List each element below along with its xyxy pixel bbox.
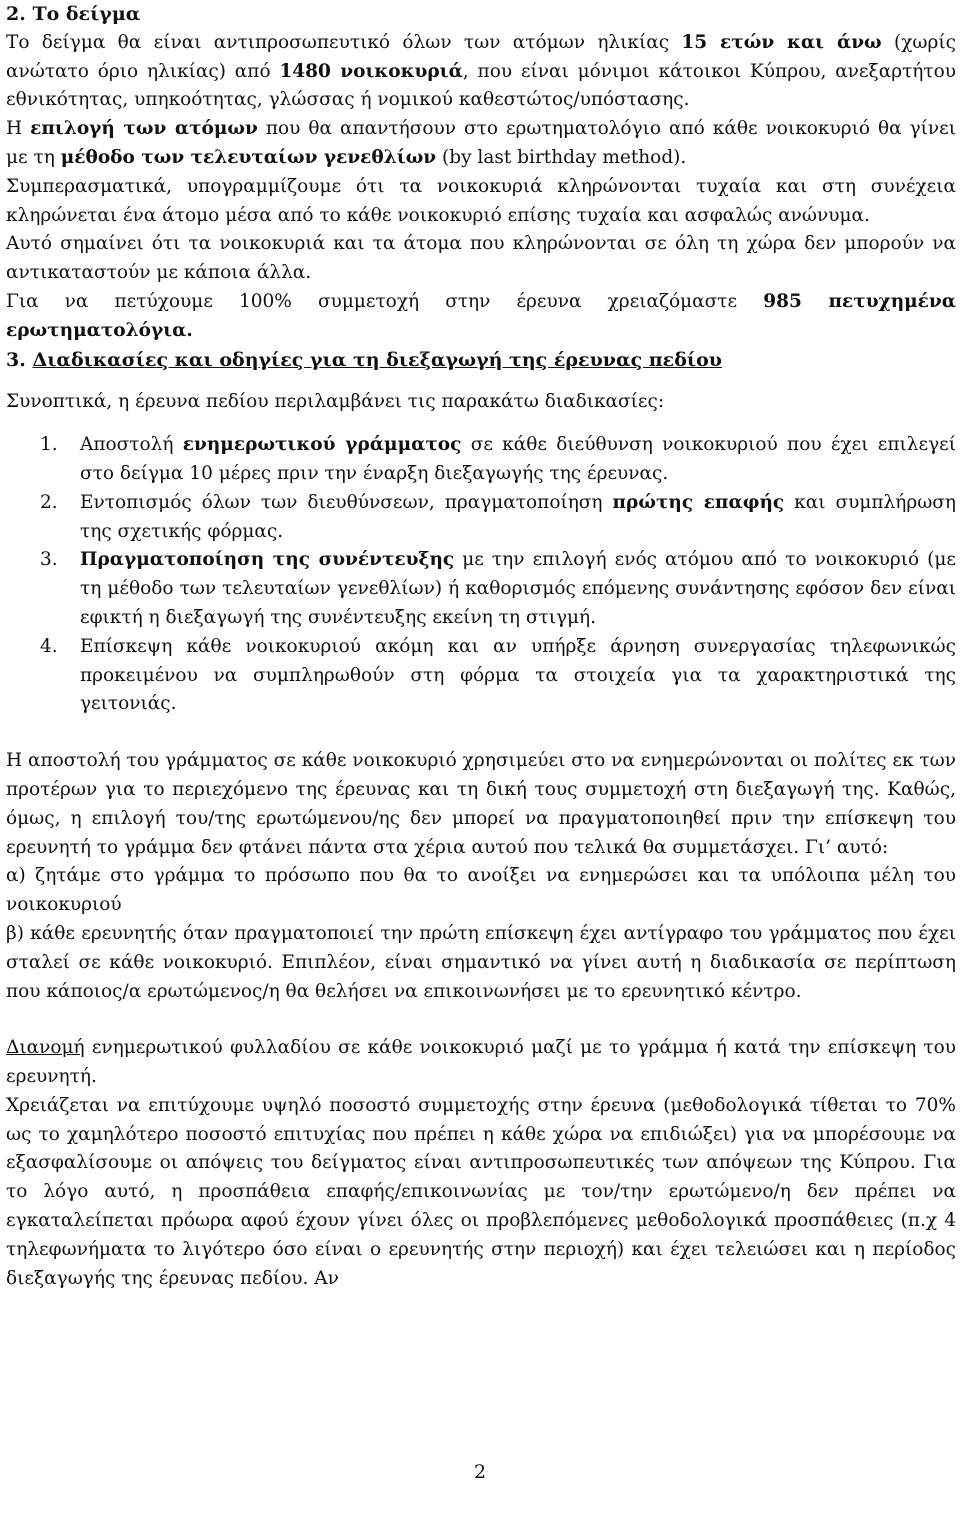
selection-emphasis: επιλογή των ατόμων	[30, 118, 258, 140]
list-number: 3.	[40, 549, 58, 571]
text-run: σε κάθε διεύθυνση νοικοκυριού που έχει επιλεγεί στο δείγμα 10 μέρες πριν την έναρξη διεξαγωγής της έρευνας.	[80, 434, 956, 484]
list-item	[6, 546, 956, 632]
households-emphasis: 1480 νοικοκυριά	[279, 60, 463, 82]
text-run: Επίσκεψη κάθε νοικοκυριού ακόμη και αν υπήρξε άρνηση συνεργασίας τηλεφωνικώς προκειμένου να συμπληρωθούν στη φόρμα τα στοιχεία για τα χαρακτηριστικά της γειτονιάς.	[80, 635, 956, 715]
list-item	[6, 489, 956, 547]
text-run: Εντοπισμός όλων των διευθύνσεων, πραγματοποίηση	[80, 491, 613, 513]
procedures-intro: Συνοπτικά, η έρευνα πεδίου περιλαμβάνει τις παρακάτω διαδικασίες:	[6, 391, 665, 413]
text-run: (by last birthday method).	[436, 146, 687, 168]
selection-method-paragraph	[6, 115, 956, 173]
distribution-underlined: Διανομή	[6, 1037, 85, 1059]
text-run: Για να πετύχουμε 100% συμμετοχή στην έρευνα χρειαζόμαστε	[6, 290, 764, 312]
text-run: (χωρίς ανώτατο όριο ηλικίας) από	[6, 31, 956, 82]
list-number: 2.	[40, 491, 58, 513]
section-3-heading	[6, 346, 956, 375]
text-run: και συμπλήρωση της σχετικής φόρμας.	[80, 491, 957, 542]
leaflet-distribution-paragraph	[6, 1034, 956, 1092]
item-a-paragraph: α) ζητάμε στο γράμμα το πρόσωπο που θα το ανοίξει να ενημερώσει και τα υπόλοιπα μέλη του νοικοκυριού	[6, 865, 956, 916]
list-number: 4.	[40, 635, 58, 657]
list-item-text	[80, 546, 956, 632]
step-emphasis: πρώτης επαφής	[612, 491, 785, 513]
text-run: που θα απαντήσουν στο ερωτηματολόγιο από κάθε νοικοκυριό θα γίνει με τη	[6, 118, 956, 168]
page-number: 2	[473, 1461, 487, 1483]
list-item	[6, 633, 956, 719]
text-run: με την επιλογή ενός ατόμου από το νοικοκυριό (με τη μέθοδο των τελευταίων γενεθλίων) ή καθορισμός επόμενης συνάντησης εφόσον δεν είναι εφικτή η διεξαγωγή της συνέντευξης εκείνη τη στιγμή.	[80, 549, 956, 628]
sample-description-paragraph	[6, 29, 956, 115]
list-number: 1.	[40, 434, 58, 456]
text-run: Αποστολή	[80, 434, 183, 456]
item-b-paragraph: β) κάθε ερευνητής όταν πραγματοποιεί την πρώτη επίσκεψη έχει αντίγραφο του γράμματος που έχει σταλεί σε κάθε νοικοκυριό. Επιπλέον, είναι σημαντικό να γίνει αυτή η διαδικασία σε περίπτωση που κάποιος/α ερωτώμενος/η θα θελήσει να επικοινωνήσει με το ερευνητικό κέντρο.	[6, 922, 956, 1002]
section-title: Διαδικασίες και οδηγίες για τη διεξαγωγή της έρευνας πεδίου	[32, 348, 722, 371]
list-item	[6, 431, 956, 489]
target-emphasis: 985 πετυχημένα ερωτηματολόγια.	[6, 290, 957, 341]
list-item-text	[80, 489, 956, 547]
text-run: , που είναι μόνιμοι κάτοικοι Κύπρου, ανεξαρτήτου εθνικότητας, υπηκοότητας, γλώσσας ή νομικού καθεστώτος/υπόστασης.	[6, 60, 957, 111]
section-number: 3.	[6, 348, 33, 371]
text-run: ενημερωτικού φυλλαδίου σε κάθε νοικοκυριό μαζί με το γράμμα ή κατά την επίσκεψη του ερευνητή.	[6, 1037, 956, 1088]
section-2-heading: 2. Το δείγμα	[6, 3, 141, 25]
step-emphasis: ενημερωτικού γράμματος	[182, 434, 462, 456]
birthday-method-emphasis: μέθοδο των τελευταίων γενεθλίων	[60, 146, 437, 168]
age-emphasis: 15 ετών και άνω	[681, 31, 882, 53]
target-paragraph	[6, 288, 956, 346]
procedure-list	[6, 431, 956, 719]
conclusion-paragraph: Συμπερασματικά, υπογραμμίζουμε ότι τα νοικοκυριά κληρώνονται τυχαία και στη συνέχεια κληρώνεται ένα άτομο μέσα από το κάθε νοικοκυριό επίσης τυχαία και ασφαλώς ανώνυμα.	[6, 175, 956, 226]
list-item-text	[80, 633, 956, 719]
response-rate-paragraph: Χρειάζεται να επιτύχουμε υψηλό ποσοστό συμμετοχής στην έρευνα (μεθοδολογικά τίθεται το 70% ως το χαμηλότερο ποσοστό επιτυχίας που πρέπει η κάθε χώρα να επιδιώξει) για να μπορέσουμε να εξασφαλίσουμε οι απόψεις του δείγματος είναι αντιπροσωπευτικές των απόψεων της Κύπρου. Για το λόγο αυτό, η προσπάθεια επαφής/επικοινωνίας με τον/την ερωτώμενο/η δεν πρέπει να εγκαταλείπεται πρόωρα αφού έχουν γίνει όλες οι προβλεπόμενες μεθοδολογικά προσπάθειες (π.χ 4 τηλεφωνήματα το λιγότερο όσο είναι ο ερευνητής στην περιοχή) και έχει τελειώσει και η περίοδος διεξαγωγής της έρευνας πεδίου. Αν	[6, 1094, 956, 1289]
step-emphasis: Πραγματοποίηση της συνέντευξης	[80, 549, 455, 571]
list-item-text	[80, 431, 956, 489]
text-run: Το δείγμα θα είναι αντιπροσωπευτικό όλων των ατόμων ηλικίας	[6, 31, 682, 53]
letter-purpose-paragraph: Η αποστολή του γράμματος σε κάθε νοικοκυριό χρησιμεύει στο να ενημερώνονται οι πολίτες εκ των προτέρων για το περιεχόμενο της έρευνας και τη δική τους συμμετοχή στη διεξαγωγή της. Καθώς, όμως, η επιλογή του/της ερωτώμενου/ης δεν μπορεί να πραγματοποιηθεί πριν την επίσκεψη του ερευνητή το γράμμα δεν φτάνει πάντα στα χέρια αυτού που τελικά θα συμμετάσχει. Γι’ αυτό:	[6, 750, 956, 858]
text-run: Η	[6, 118, 31, 140]
no-substitution-paragraph: Αυτό σημαίνει ότι τα νοικοκυριά και τα άτομα που κληρώνονται σε όλη τη χώρα δεν μπορούν να αντικαταστούν με κάποια άλλα.	[6, 233, 956, 284]
